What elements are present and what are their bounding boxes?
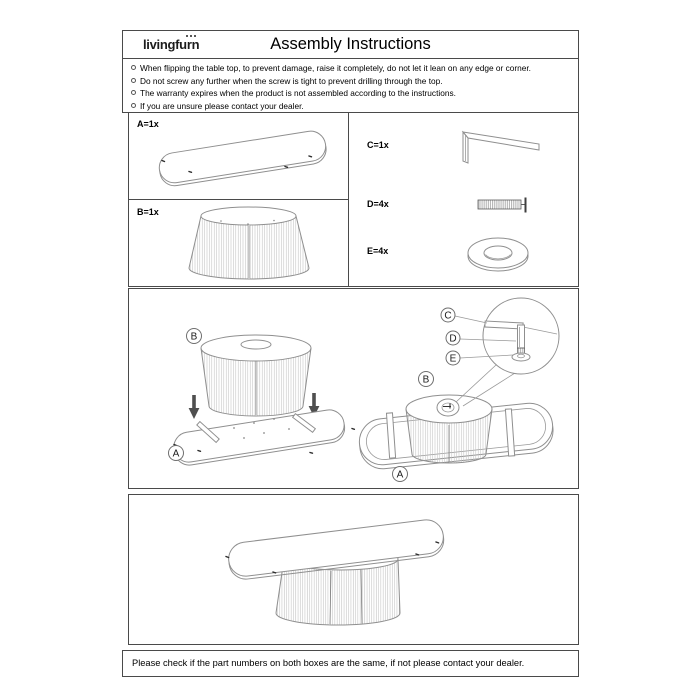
- part-a-box: [128, 112, 349, 200]
- part-e-label: E=4x: [367, 246, 389, 256]
- part-b-box: [128, 199, 349, 287]
- warning-text: Do not screw any further when the screw is tight to prevent drilling through the top.: [140, 75, 443, 86]
- tabletop-oval: [157, 129, 328, 188]
- callout-b-badge: [419, 372, 434, 387]
- detail-circle: [483, 298, 559, 374]
- callout-e-badge: [446, 351, 460, 365]
- part-b-label: B=1x: [137, 207, 159, 217]
- warning-item: [130, 62, 572, 75]
- arrow-down-icon: [189, 395, 200, 419]
- callout-a-letter: A: [396, 469, 404, 481]
- footer-box: [122, 650, 579, 677]
- page-title: Assembly Instructions: [270, 35, 431, 53]
- base-part-drawing: [129, 200, 348, 286]
- callout-c-letter: C: [444, 310, 452, 322]
- callout-d-badge: [446, 331, 460, 345]
- part-c-label: C=1x: [367, 140, 389, 150]
- assembled-view: [357, 298, 559, 482]
- hardware-drawings: [349, 113, 578, 286]
- callout-b-letter: B: [422, 374, 430, 386]
- callout-c-badge: [441, 308, 455, 322]
- allen-key-shaft: [518, 325, 525, 348]
- base-assembled-drawing: [406, 395, 492, 463]
- warning-item: [130, 75, 572, 88]
- allen-key-drawing: [463, 132, 539, 163]
- assembly-diagrams: [129, 289, 578, 488]
- callout-b-letter: B: [190, 331, 198, 343]
- tabletop-part-drawing: [129, 113, 348, 199]
- finished-table-drawing: [129, 495, 578, 644]
- callout-a-badge: [169, 446, 184, 461]
- bullet-icon: [131, 103, 136, 108]
- finished-product-panel: [128, 494, 579, 645]
- warning-item: [130, 100, 572, 113]
- washer-drawing: [468, 238, 528, 271]
- hardware-parts-box: [349, 112, 579, 287]
- bullet-icon: [131, 65, 136, 70]
- callout-b-badge: [187, 329, 202, 344]
- exploded-view: [169, 329, 355, 468]
- callout-e-letter: E: [449, 353, 457, 365]
- footer-note: Please check if the part numbers on both boxes are the same, if not please contact your dealer.: [132, 658, 525, 668]
- header-box: [122, 30, 579, 59]
- warnings-box: [122, 58, 579, 113]
- assembled-table: [226, 518, 446, 625]
- warning-item: [130, 87, 572, 100]
- screw-drawing: [478, 198, 526, 213]
- assembly-steps-panel: [128, 288, 579, 489]
- callout-d-letter: D: [449, 333, 457, 345]
- part-a-label: A=1x: [137, 119, 159, 129]
- callout-a-letter: A: [172, 448, 180, 460]
- callout-a-badge: [393, 467, 408, 482]
- warning-text: If you are unsure please contact your dealer.: [140, 100, 304, 111]
- bullet-icon: [131, 78, 136, 83]
- warning-text: When flipping the table top, to prevent damage, raise it completely, do not let it lean on any edge or corner.: [140, 63, 531, 73]
- bullet-icon: [131, 90, 136, 95]
- tabletop-exploded-drawing: [172, 408, 355, 468]
- base-drum: [189, 207, 309, 279]
- base-exploded-drawing: [201, 335, 311, 416]
- brand-logo-text: livingfurn: [143, 37, 200, 52]
- part-d-label: D=4x: [367, 199, 389, 209]
- warning-text: The warranty expires when the product is not assembled according to the instructions.: [140, 88, 456, 99]
